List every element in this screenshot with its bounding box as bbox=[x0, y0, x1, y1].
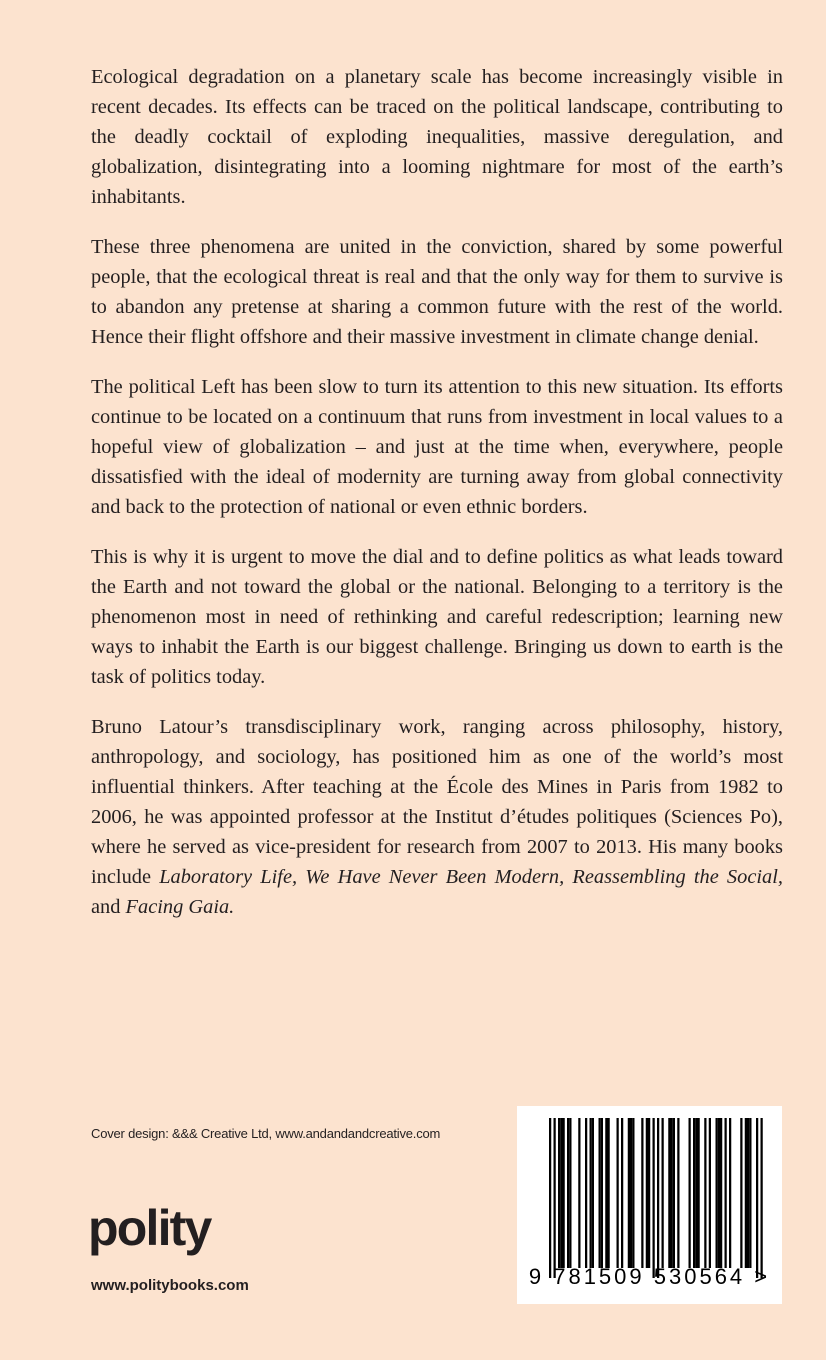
barcode-bar bbox=[578, 1118, 580, 1268]
barcode-bar bbox=[608, 1118, 610, 1268]
barcode-bar bbox=[695, 1118, 697, 1268]
barcode-bar bbox=[698, 1118, 700, 1268]
barcode-bar bbox=[689, 1118, 691, 1268]
isbn-number: 9 781509 530564 > bbox=[528, 1264, 771, 1289]
barcode-bar bbox=[569, 1118, 571, 1268]
barcode-bar bbox=[718, 1118, 720, 1268]
barcode-bar bbox=[671, 1118, 673, 1268]
barcode-bar bbox=[563, 1118, 565, 1268]
blurb-paragraph-1: Ecological degradation on a planetary scale has become increasingly visible in recent decades. Its effects can be traced on the political landscape, contributing to the deadly cocktail of exploding inequalities, massive deregulation, and globalization, disintegrating into a looming nightmare for most of the earth’s inhabitants. bbox=[91, 66, 783, 208]
barcode-bar bbox=[567, 1118, 569, 1268]
barcode-bar bbox=[747, 1118, 749, 1268]
barcode-bar bbox=[585, 1118, 587, 1268]
barcode-bar bbox=[621, 1118, 623, 1268]
barcode-bar bbox=[668, 1118, 670, 1268]
barcode-bar bbox=[709, 1118, 711, 1268]
isbn-barcode bbox=[517, 1106, 782, 1304]
barcode-bar bbox=[605, 1118, 607, 1268]
cover-design-credit: Cover design: &&& Creative Ltd, www.andandandcreative.com bbox=[91, 1126, 441, 1141]
barcode-bar bbox=[740, 1118, 742, 1268]
barcode-bar bbox=[749, 1118, 751, 1268]
barcode-bar bbox=[720, 1118, 722, 1268]
publisher-website: www.politybooks.com bbox=[91, 1277, 249, 1294]
barcode-bar bbox=[729, 1118, 731, 1268]
barcode-bar bbox=[657, 1118, 659, 1278]
polity-logo: polity bbox=[88, 1200, 211, 1256]
bio-separator-2: and bbox=[91, 896, 126, 918]
barcode-bar bbox=[628, 1118, 630, 1268]
barcode-bar bbox=[646, 1118, 648, 1268]
barcode-bar bbox=[641, 1118, 643, 1268]
barcode-bar bbox=[632, 1118, 634, 1268]
barcode-bar bbox=[725, 1118, 727, 1268]
barcode-bar bbox=[716, 1118, 718, 1268]
barcode-bar bbox=[673, 1118, 675, 1268]
barcode-bar bbox=[693, 1118, 695, 1268]
barcode-bar bbox=[549, 1118, 551, 1278]
barcode-bar bbox=[704, 1118, 706, 1268]
barcode-bar bbox=[560, 1118, 562, 1268]
barcode-bar bbox=[558, 1118, 560, 1268]
book-title-3: Facing Gaia. bbox=[125, 896, 235, 918]
barcode-bar bbox=[653, 1118, 655, 1278]
barcode-bar bbox=[648, 1118, 650, 1268]
barcode-bar bbox=[601, 1118, 603, 1268]
back-cover-blurb bbox=[91, 62, 783, 942]
barcode-bar bbox=[630, 1118, 632, 1268]
barcode-bar bbox=[554, 1118, 556, 1278]
author-bio-text: Bruno Latour’s transdisciplinary work, ranging across philosophy, history, anthropology, and sociology, has positioned him as one of the world’s most influential thinkers. After teaching at the École des Mines in Paris from 1982 to 2006, he was appointed professor at the Institut d’études politiques (Sciences Po), where he served as vice-president for research from 2007 to 2013. His many books include bbox=[91, 716, 783, 888]
barcode-bar bbox=[756, 1118, 758, 1278]
book-title-2: Reassembling the Social, bbox=[572, 866, 783, 888]
book-title-1: Laboratory Life, We Have Never Been Modern, bbox=[159, 866, 565, 888]
barcode-bar bbox=[617, 1118, 619, 1268]
author-bio-paragraph bbox=[91, 712, 783, 922]
barcode-bar bbox=[599, 1118, 601, 1268]
blurb-paragraph-3: The political Left has been slow to turn its attention to this new situation. Its efforts continue to be located on a continuum that runs from investment in local values to a hopeful view of globalization – and just at the time when, everywhere, people dissatisfied with the ideal of modernity are turning away from global connectivity and back to the protection of national or even ethnic borders. bbox=[91, 376, 783, 518]
barcode-bar bbox=[592, 1118, 594, 1268]
blurb-paragraph-4: This is why it is urgent to move the dial and to define politics as what leads toward the Earth and not toward the global or the national. Belonging to a territory is the phenomenon most in need of rethinking and careful redescription; learning new ways to inhabit the Earth is our biggest challenge. Bringing us down to earth is the task of politics today. bbox=[91, 546, 783, 688]
barcode-bar bbox=[745, 1118, 747, 1268]
blurb-paragraph-2: These three phenomena are united in the conviction, shared by some powerful people, that the ecological threat is real and that the only way for them to survive is to abandon any pretense at sharing a common future with the rest of the world. Hence their flight offshore and their massive investment in climate change denial. bbox=[91, 236, 783, 348]
barcode-bar bbox=[761, 1118, 763, 1278]
barcode-bar bbox=[590, 1118, 592, 1268]
barcode-bar bbox=[677, 1118, 679, 1268]
barcode-bar bbox=[662, 1118, 664, 1268]
